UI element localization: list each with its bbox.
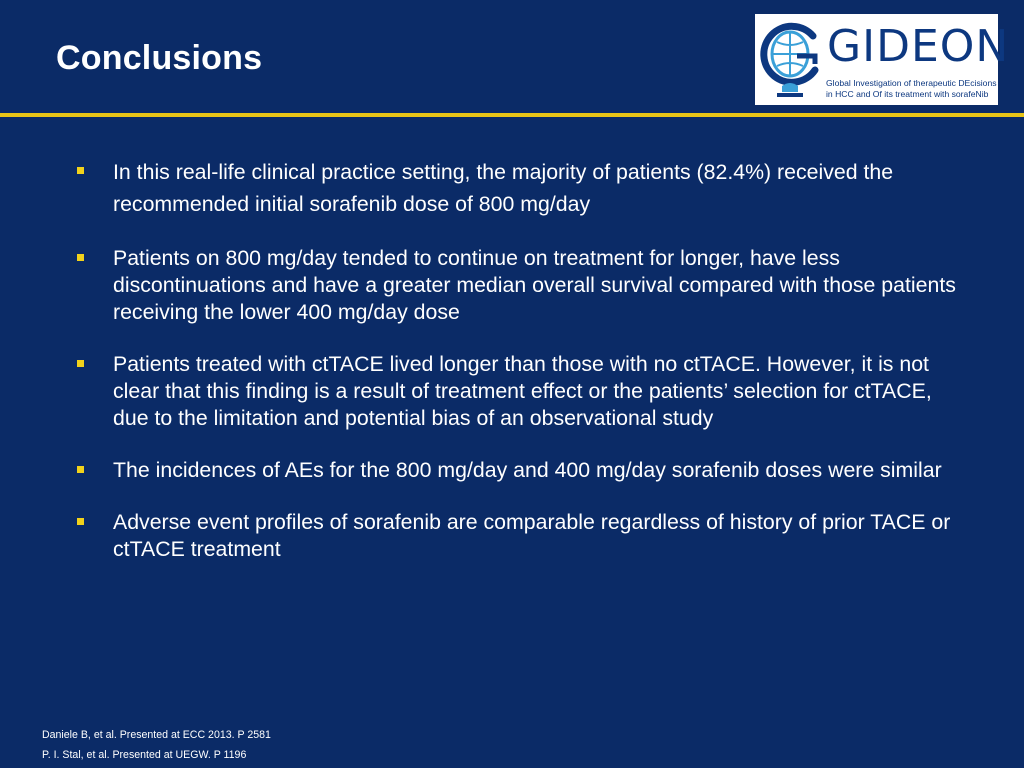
square-bullet-icon bbox=[77, 518, 84, 525]
logo-tagline-line2: in HCC and Of its treatment with sorafeNib bbox=[826, 89, 989, 99]
list-item bbox=[76, 457, 956, 484]
list-item bbox=[76, 156, 956, 220]
references bbox=[42, 725, 271, 765]
bullet-text: Patients treated with ctTACE lived longer than those with no ctTACE. However, it is not clear that this finding is a result of treatment effect or the patients’ selection for ctTACE, due to the limitation and potential bias of an observational study bbox=[113, 352, 932, 430]
reference-2: P. I. Stal, et al. Presented at UEGW. P 1196 bbox=[42, 749, 247, 761]
square-bullet-icon bbox=[77, 167, 84, 174]
square-bullet-icon bbox=[77, 360, 84, 367]
square-bullet-icon bbox=[77, 254, 84, 261]
globe-icon bbox=[755, 14, 827, 105]
bullet-text: Adverse event profiles of sorafenib are comparable regardless of history of prior TACE or ctTACE treatment bbox=[113, 510, 951, 561]
bullet-text: In this real-life clinical practice setting, the majority of patients (82.4%) received the recommended initial sorafenib dose of 800 mg/day bbox=[113, 160, 894, 216]
reference-1: Daniele B, et al. Presented at ECC 2013. P 2581 bbox=[42, 729, 271, 741]
logo-tagline-line1: Global Investigation of therapeutic DEcisions bbox=[826, 78, 997, 88]
bullet-text: The incidences of AEs for the 800 mg/day and 400 mg/day sorafenib doses were similar bbox=[113, 458, 942, 482]
header-divider bbox=[0, 113, 1024, 117]
bullet-text: Patients on 800 mg/day tended to continue on treatment for longer, have less discontinuations and have a greater median overall survival compared with those patients receiving the lower 400 mg/day dose bbox=[113, 246, 956, 324]
gideon-logo bbox=[755, 14, 1010, 105]
list-item bbox=[76, 509, 956, 563]
logo-wordmark: GIDEON bbox=[827, 21, 1010, 72]
conclusions-list bbox=[76, 156, 956, 588]
list-item bbox=[76, 245, 956, 326]
list-item bbox=[76, 351, 956, 432]
square-bullet-icon bbox=[77, 466, 84, 473]
slide-title: Conclusions bbox=[56, 39, 263, 77]
